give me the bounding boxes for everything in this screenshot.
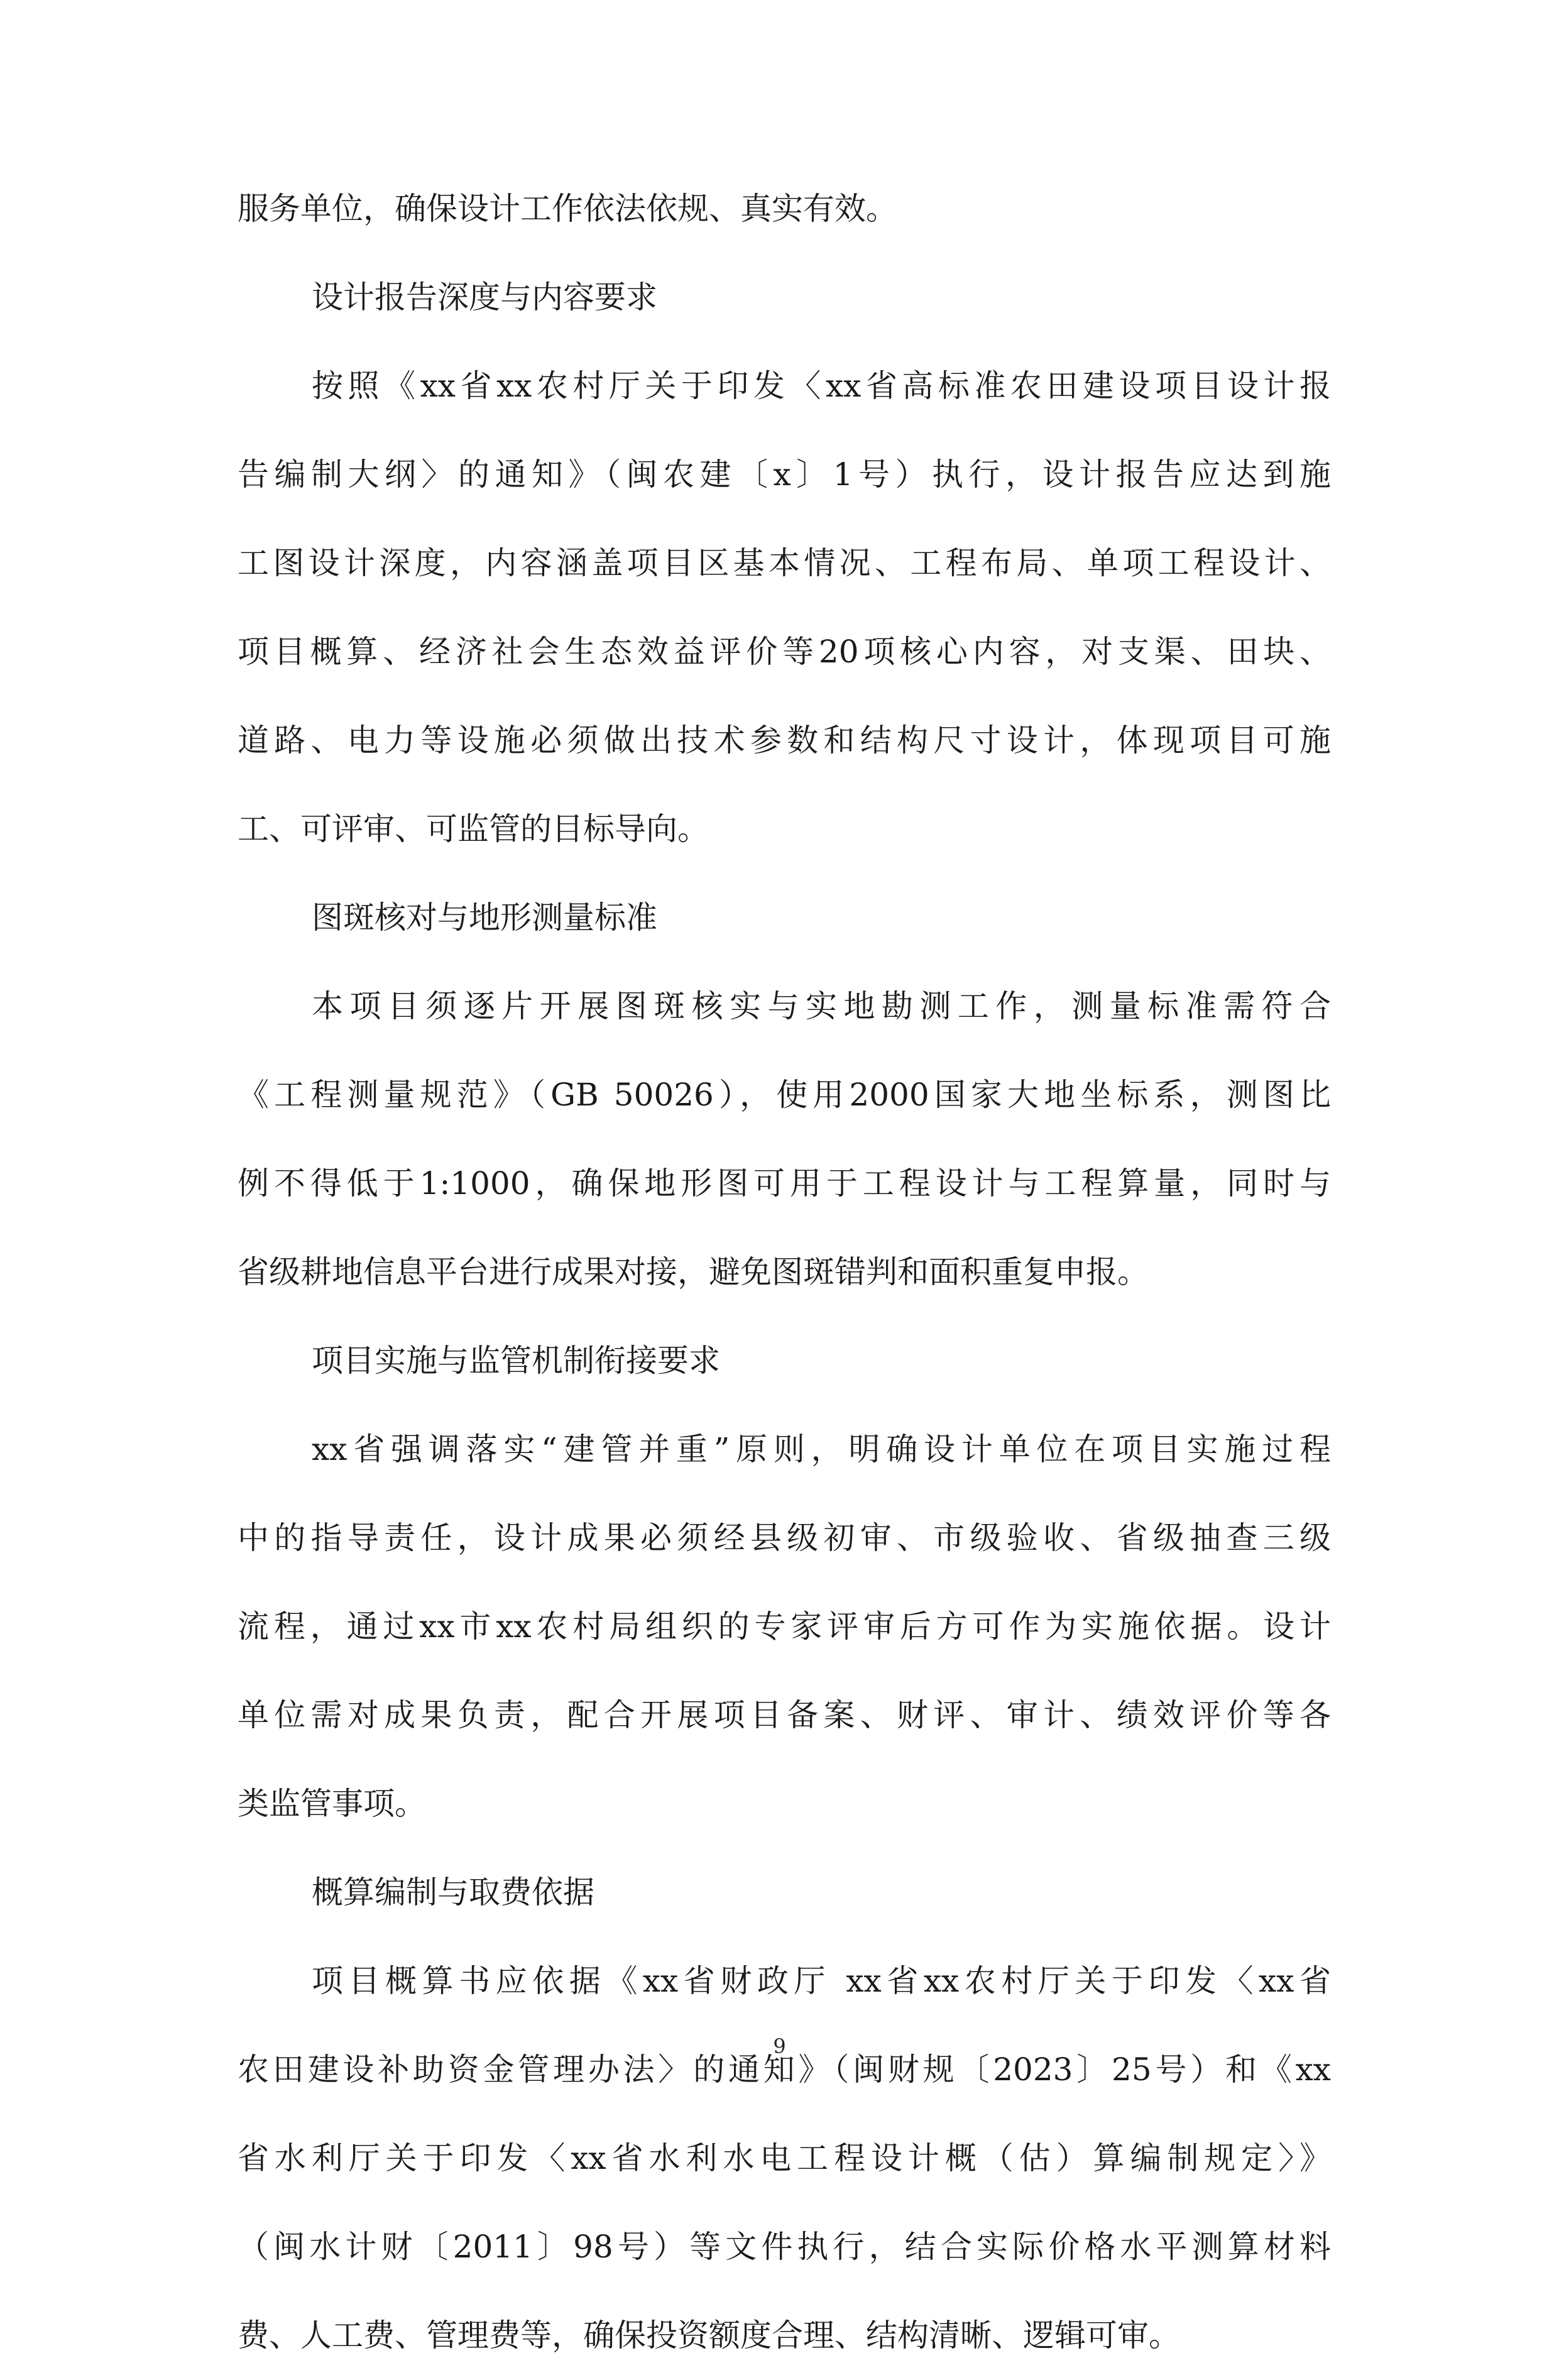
page-number: 9 xyxy=(773,2034,786,2058)
paragraph-line: 例不得低于1:1000，确保地形图可用于工程设计与工程算量，同时与 xyxy=(238,1165,1331,1202)
paragraph-line: 中的指导责任，设计成果必须经县级初审、市级验收、省级抽查三级 xyxy=(238,1520,1331,1556)
section-heading-budget-basis: 概算编制与取费依据 xyxy=(312,1874,594,1911)
paragraph-line: 工图设计深度，内容涵盖项目区基本情况、工程布局、单项工程设计、 xyxy=(238,545,1331,581)
paragraph-line: 本项目须逐片开展图斑核实与实地勘测工作，测量标准需符合 xyxy=(312,988,1331,1024)
paragraph-line: 项目概算书应依据《xx省财政厅 xx省xx农村厅关于印发〈xx省 xyxy=(312,1963,1331,1999)
paragraph-continuation-line: 服务单位，确保设计工作依法依规、真实有效。 xyxy=(238,190,897,227)
paragraph-last-line: 费、人工费、管理费等，确保投资额度合理、结构清晰、逻辑可审。 xyxy=(238,2317,1180,2354)
section-heading-map-survey-standard: 图斑核对与地形测量标准 xyxy=(312,899,657,936)
paragraph-line: 《工程测量规范》（GB 50026），使用2000国家大地坐标系，测图比 xyxy=(238,1077,1331,1113)
paragraph-line: xx省强调落实“建管并重”原则，明确设计单位在项目实施过程 xyxy=(312,1431,1331,1467)
section-heading-implementation-supervision: 项目实施与监管机制衔接要求 xyxy=(312,1342,720,1379)
paragraph-last-line: 省级耕地信息平台进行成果对接，避免图斑错判和面积重复申报。 xyxy=(238,1254,1149,1290)
paragraph-line: 农田建设补助资金管理办法〉的通知》（闽财规〔2023〕25号）和《xx xyxy=(238,2051,1331,2088)
paragraph-last-line: 工、可评审、可监管的目标导向。 xyxy=(238,811,709,847)
section-heading-design-report-depth: 设计报告深度与内容要求 xyxy=(312,279,657,315)
paragraph-last-line: 类监管事项。 xyxy=(238,1785,426,1822)
paragraph-line: 道路、电力等设施必须做出技术参数和结构尺寸设计，体现项目可施 xyxy=(238,722,1331,759)
paragraph-line: 告编制大纲〉的通知》（闽农建〔x〕1号）执行，设计报告应达到施 xyxy=(238,456,1331,493)
paragraph-line: （闽水计财〔2011〕98号）等文件执行，结合实际价格水平测算材料 xyxy=(238,2229,1331,2265)
paragraph-line: 流程，通过xx市xx农村局组织的专家评审后方可作为实施依据。设计 xyxy=(238,1608,1331,1645)
paragraph-line: 省水利厅关于印发〈xx省水利水电工程设计概（估）算编制规定〉》 xyxy=(238,2140,1331,2176)
paragraph-line: 项目概算、经济社会生态效益评价等20项核心内容，对支渠、田块、 xyxy=(238,633,1331,670)
paragraph-line: 单位需对成果负责，配合开展项目备案、财评、审计、绩效评价等各 xyxy=(238,1697,1331,1733)
paragraph-line: 按照《xx省xx农村厅关于印发〈xx省高标准农田建设项目设计报 xyxy=(312,368,1331,404)
